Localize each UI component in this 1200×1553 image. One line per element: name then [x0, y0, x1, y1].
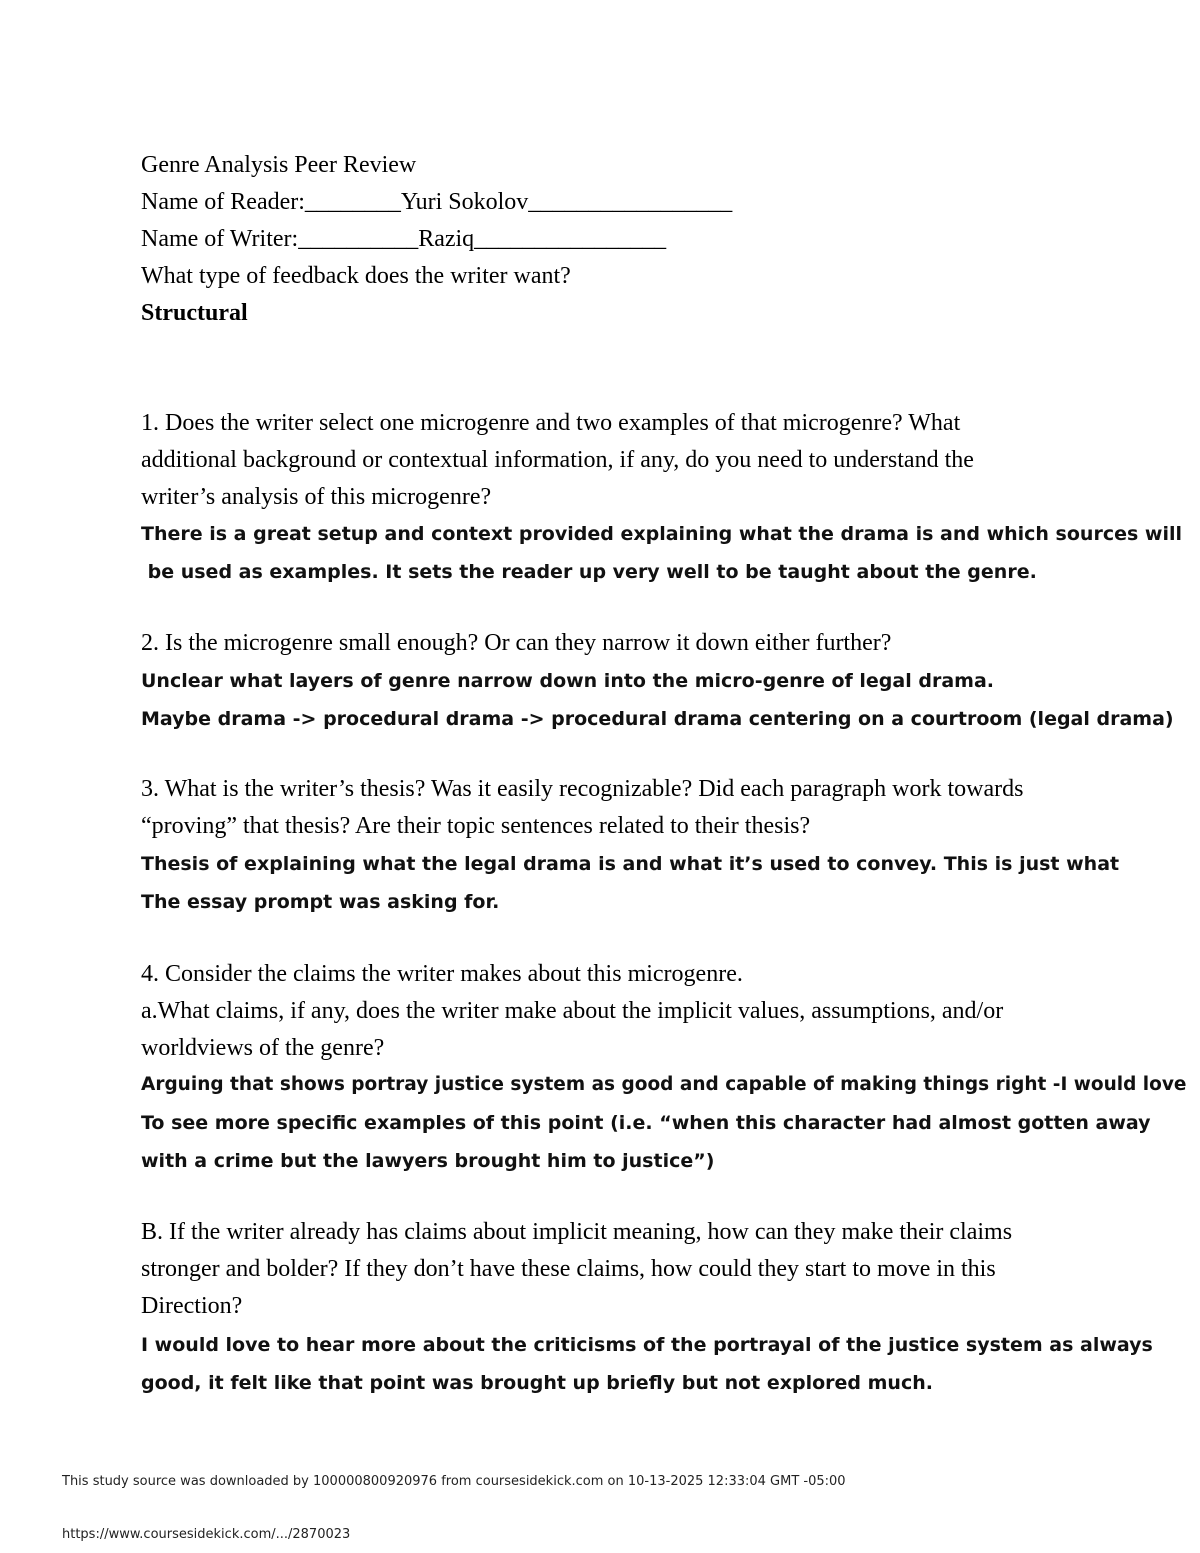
question-b-line-3: Direction? — [141, 1293, 243, 1319]
answer-4-line-3: with a crime but the lawyers brought him to justice”) — [141, 1150, 715, 1172]
reader-name-line: Name of Reader:________Yuri Sokolov_________________ — [141, 189, 733, 215]
feedback-type: Structural — [141, 300, 248, 326]
question-1-line-2: additional background or contextual information, if any, do you need to understand the — [141, 447, 974, 473]
document-title: Genre Analysis Peer Review — [141, 152, 417, 178]
question-4-line-2: a.What claims, if any, does the writer make about the implicit values, assumptions, and/or — [141, 998, 1004, 1024]
answer-4-line-2: To see more specific examples of this point (i.e. “when this character had almost gotten away — [141, 1112, 1151, 1134]
answer-b-line-1: I would love to hear more about the criticisms of the portrayal of the justice system as always — [141, 1334, 1153, 1356]
source-url-link[interactable]: https://www.coursesidekick.com/.../2870023 — [62, 1527, 351, 1542]
download-source-note: This study source was downloaded by 100000800920976 from coursesidekick.com on 10-13-2025 12:33:04 GMT -05:00 — [62, 1474, 846, 1489]
feedback-question: What type of feedback does the writer want? — [141, 263, 571, 289]
question-1-line-3: writer’s analysis of this microgenre? — [141, 484, 492, 510]
question-b-line-1: B. If the writer already has claims about implicit meaning, how can they make their claims — [141, 1219, 1013, 1245]
question-4-line-1: 4. Consider the claims the writer makes about this microgenre. — [141, 961, 743, 987]
answer-3-line-2: The essay prompt was asking for. — [141, 891, 500, 913]
answer-2-line-2: Maybe drama -> procedural drama -> procedural drama centering on a courtroom (legal drama) — [141, 708, 1174, 730]
question-3-line-1: 3. What is the writer’s thesis? Was it easily recognizable? Did each paragraph work towards — [141, 776, 1024, 802]
answer-1-line-1: There is a great setup and context provided explaining what the drama is and which sources will — [141, 523, 1182, 545]
answer-3-line-1: Thesis of explaining what the legal drama is and what it’s used to convey. This is just what — [141, 853, 1120, 875]
answer-1-line-2: be used as examples. It sets the reader up very well to be taught about the genre. — [141, 561, 1037, 583]
question-3-line-2: “proving” that thesis? Are their topic sentences related to their thesis? — [141, 813, 811, 839]
question-4-line-3: worldviews of the genre? — [141, 1035, 385, 1061]
answer-2-line-1: Unclear what layers of genre narrow down into the micro-genre of legal drama. — [141, 670, 994, 692]
question-2-line-1: 2. Is the microgenre small enough? Or can they narrow it down either further? — [141, 630, 892, 656]
writer-name-line: Name of Writer:__________Raziq________________ — [141, 226, 667, 252]
question-b-line-2: stronger and bolder? If they don’t have these claims, how could they start to move in this — [141, 1256, 996, 1282]
answer-b-line-2: good, it felt like that point was brought up briefly but not explored much. — [141, 1372, 933, 1394]
question-1-line-1: 1. Does the writer select one microgenre and two examples of that microgenre? What — [141, 410, 961, 436]
answer-4-line-1: Arguing that shows portray justice system as good and capable of making things right -I would love — [141, 1074, 1187, 1095]
